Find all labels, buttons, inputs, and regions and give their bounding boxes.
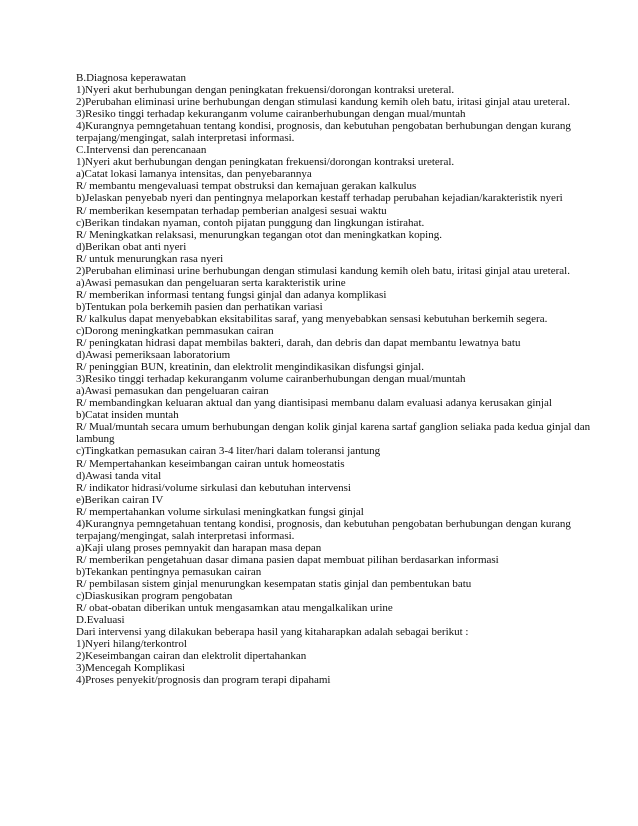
text-line: R/ memberikan pengetahuan dasar dimana pasien dapat membuat pilihan berdasarkan informasi [76,553,499,566]
text-line: b)Tentukan pola berkemih pasien dan perhatikan variasi [76,300,323,313]
text-line: R/ kalkulus dapat menyebabkan eksitabilitas saraf, yang menyebabkan sensasi kebutuhan berkemih segera. [76,312,548,325]
text-line: b)Jelaskan penyebab nyeri dan pentingnya melaporkan kestaff terhadap perubahan kejadian/karakteristik nyeri [76,192,563,205]
text-line: c)Tingkatkan pemasukan cairan 3-4 liter/hari dalam toleransi jantung [76,445,381,458]
text-line: R/ Mempertahankan keseimbangan cairan untuk homeostatis [76,457,345,470]
text-line: B.Diagnosa keperawatan [76,72,186,84]
text-line: 3)Mencegah Komplikasi [76,662,186,675]
text-line: R/ pembilasan sistem ginjal menurungkan kesempatan statis ginjal dan pembentukan batu [76,577,472,590]
text-line: terpajang/mengingat, salah interpretasi informasi. [76,529,295,542]
text-line: 4)Proses penyekit/prognosis dan program terapi dipahami [76,674,331,687]
document-body [76,72,616,686]
text-line: R/ peninggian BUN, kreatinin, dan elektrolit mengindikasikan disfungsi ginjal. [76,361,424,374]
text-line: 4)Kurangnya pemngetahuan tentang kondisi, prognosis, dan kebutuhan pengobatan berhubungan dengan kurang [76,120,571,133]
text-line: c)Berikan tindakan nyaman, contoh pijatan punggung dan lingkungan istirahat. [76,216,425,229]
text-line: a)Awasi pemasukan dan pengeluaran cairan [76,385,269,398]
text-line: 3)Resiko tinggi terhadap kekuranganm volume cairanberhubungan dengan mual/muntah [76,108,466,121]
text-line: R/ memberikan informasi tentang fungsi ginjal dan adanya komplikasi [76,288,387,301]
text-line: a)Awasi pemasukan dan pengeluaran serta karakteristik urine [76,276,346,289]
text-line: c)Dorong meningkatkan pemmasukan cairan [76,324,274,337]
text-line: Dari intervensi yang dilakukan beberapa hasil yang kitaharapkan adalah sebagai berikut : [76,626,469,639]
text-line: R/ obat-obatan diberikan untuk mengasamkan atau mengalkalikan urine [76,602,393,615]
text-line: b)Tekankan pentingnya pemasukan cairan [76,565,262,578]
text-line: 4)Kurangnya pemngetahuan tentang kondisi, prognosis, dan kebutuhan pengobatan berhubungan dengan kurang [76,517,571,530]
text-line: 2)Keseimbangan cairan dan elektrolit dipertahankan [76,650,307,663]
text-line: R/ indikator hidrasi/volume sirkulasi dan kebutuhan intervensi [76,481,351,494]
text-line: R/ untuk menurungkan rasa nyeri [76,252,224,265]
text-line: 1)Nyeri akut berhubungan dengan peningkatan frekuensi/dorongan kontraksi ureteral. [76,84,455,97]
text-line: R/ peningkatan hidrasi dapat membilas bakteri, darah, dan debris dan dapat membantu lewatnya batu [76,337,521,350]
text-line: 1)Nyeri akut berhubungan dengan peningkatan frekuensi/dorongan kontraksi ureteral. [76,156,455,169]
text-line: R/ Meningkatkan relaksasi, menurungkan tegangan otot dan meningkatkan koping. [76,228,442,241]
text-line: a)Kaji ulang proses pemnyakit dan harapan masa depan [76,541,322,554]
text-line: R/ mempertahankan volume sirkulasi meningkatkan fungsi ginjal [76,505,364,518]
text-line: 1)Nyeri hilang/terkontrol [76,638,187,651]
text-line: lambung [76,433,115,446]
text-line: d)Awasi pemeriksaan laboratorium [76,349,231,362]
text-line: R/ Mual/muntah secara umum berhubungan dengan kolik ginjal karena sartaf ganglion seliaka pada kedua ginjal dan [76,421,591,434]
text-line: c)Diaskusikan program pengobatan [76,590,233,603]
text-line: 2)Perubahan eliminasi urine berhubungan dengan stimulasi kandung kemih oleh batu, iritasi ginjal atau ureteral. [76,264,570,277]
text-line: R/ membandingkan keluaran aktual dan yang diantisipasi membanu dalam evaluasi adanya kerusakan ginjal [76,397,552,410]
text-line: 2)Perubahan eliminasi urine berhubungan dengan stimulasi kandung kemih oleh batu, iritasi ginjal atau ureteral. [76,96,570,109]
text-line: e)Berikan cairan IV [76,493,164,506]
text-line: D.Evaluasi [76,614,125,627]
text-line: b)Catat insiden muntah [76,409,179,422]
text-line: 3)Resiko tinggi terhadap kekuranganm volume cairanberhubungan dengan mual/muntah [76,373,466,386]
text-line: C.Intervensi dan perencanaan [76,144,207,157]
text-line: d)Berikan obat anti nyeri [76,240,187,253]
text-line: R/ membantu mengevaluasi tempat obstruksi dan kemajuan gerakan kalkulus [76,180,417,193]
text-line: terpajang/mengingat, salah interpretasi informasi. [76,132,295,145]
text-line: R/ memberikan kesempatan terhadap pemberian analgesi sesuai waktu [76,204,387,217]
text-line: a)Catat lokasi lamanya intensitas, dan penyebarannya [76,168,312,181]
text-line: d)Awasi tanda vital [76,469,162,482]
